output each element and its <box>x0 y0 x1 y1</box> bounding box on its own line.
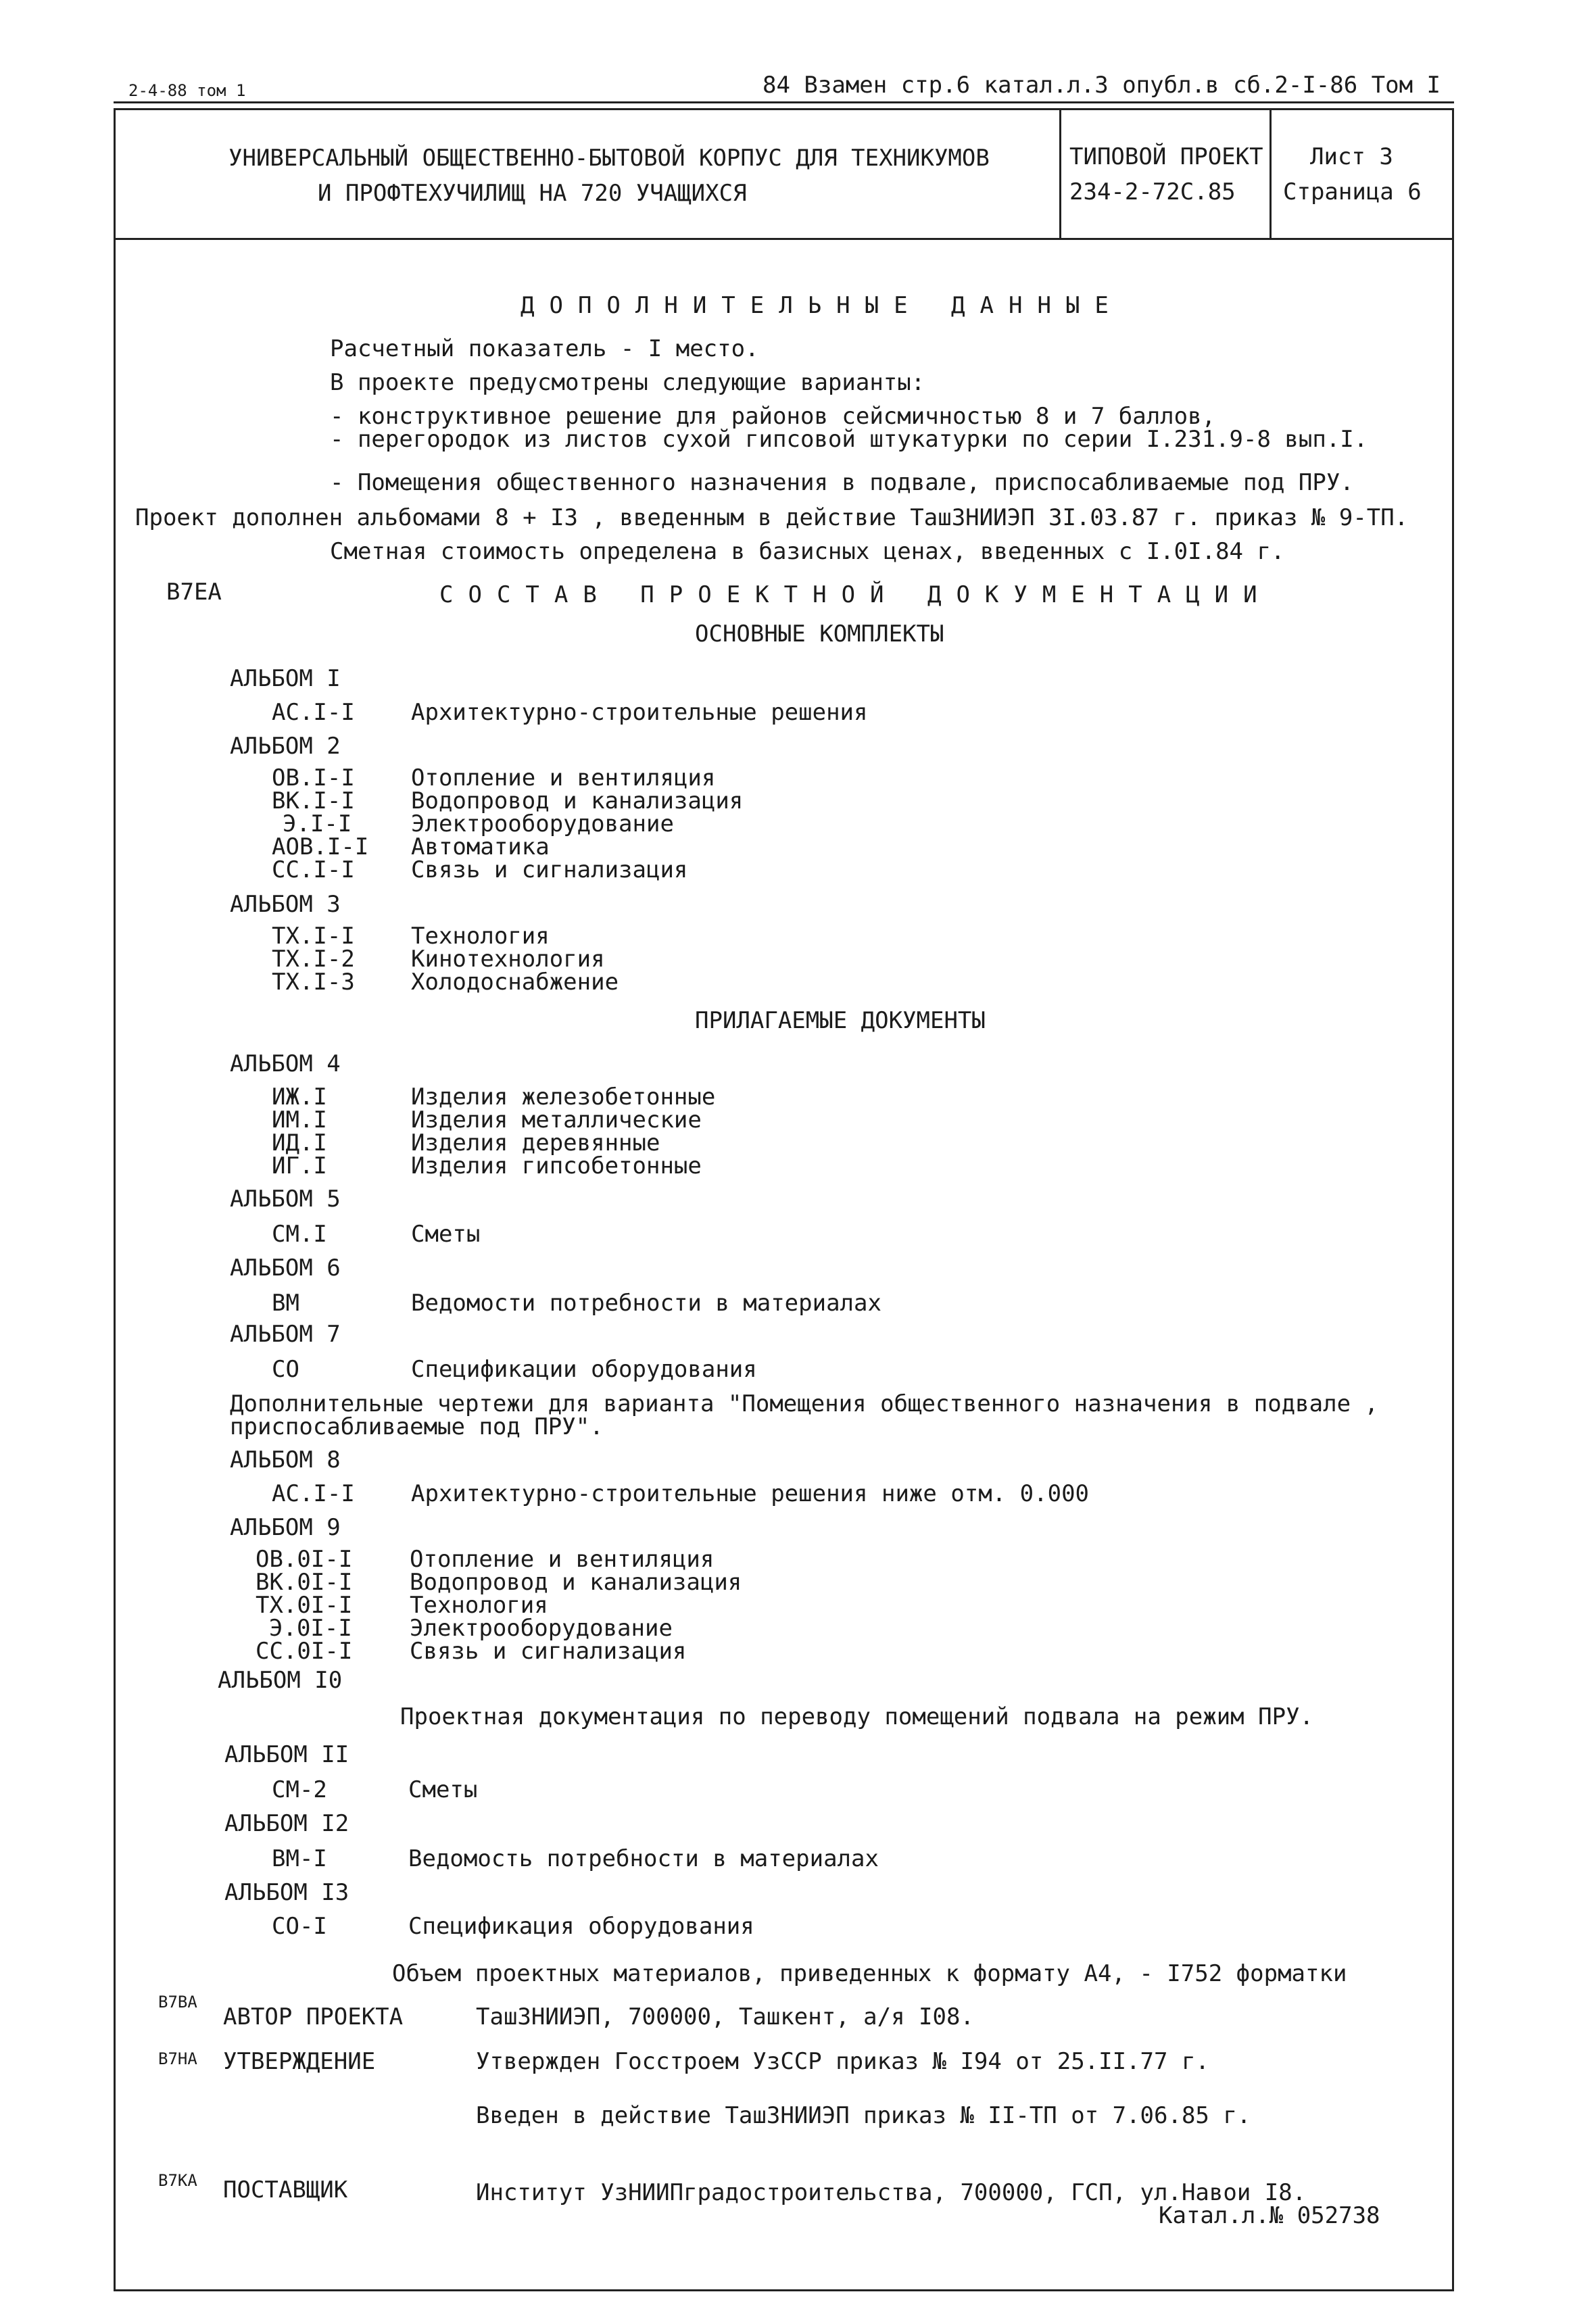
extra-drawings-line-1: Дополнительные чертежи для варианта "Помещения общественного назначения в подвале , <box>230 1390 1378 1417</box>
album-13-name: Спецификация оборудования <box>408 1913 754 1940</box>
album-6-code: ВМ <box>272 1290 299 1317</box>
album-9-code-5: СС.0I-I <box>256 1638 353 1665</box>
album-3-name-2: Кинотехнология <box>411 946 605 973</box>
album-4-name-3: Изделия деревянные <box>411 1129 660 1156</box>
album-13-code: СО-I <box>272 1913 327 1940</box>
album-12-code: ВМ-I <box>272 1845 327 1872</box>
album-12-name: Ведомость потребности в материалах <box>408 1845 879 1872</box>
page-number: Страница 6 <box>1283 178 1422 205</box>
album-5-code: СМ.I <box>272 1221 327 1248</box>
album-9-code-4: Э.0I-I <box>269 1615 352 1642</box>
catalog-number: Катал.л.№ 052738 <box>1159 2202 1380 2229</box>
album-9-title: АЛЬБОМ 9 <box>230 1514 341 1541</box>
album-4-name-2: Изделия металлические <box>411 1106 702 1134</box>
header-vline-2 <box>1269 108 1272 238</box>
album-9-code-1: ОВ.0I-I <box>256 1546 353 1573</box>
album-2-name-3: Электрооборудование <box>411 810 674 837</box>
album-2-code-3: Э.I-I <box>283 810 352 837</box>
album-6-name: Ведомости потребности в материалах <box>411 1290 881 1317</box>
album-4-name-1: Изделия железобетонные <box>411 1083 716 1111</box>
introduction-value: Введен в действие ТашЗНИИЭП приказ № II-ТП от 7.06.85 г. <box>476 2102 1251 2129</box>
album-3-name-3: Холодоснабжение <box>411 969 619 996</box>
album-2-code-5: СС.I-I <box>272 856 355 883</box>
author-code: В7ВА <box>158 1993 197 2012</box>
top-rule <box>114 101 1454 103</box>
attached-docs-heading: ПРИЛАГАЕМЫЕ ДОКУМЕНТЫ <box>695 1007 986 1034</box>
album-1-title: АЛЬБОМ I <box>230 665 341 692</box>
album-4-title: АЛЬБОМ 4 <box>230 1050 341 1077</box>
album-11-title: АЛЬБОМ II <box>224 1741 349 1768</box>
additional-line-7: Сметная стоимость определена в базисных ценах, введенных с I.0I.84 г. <box>330 538 1285 565</box>
album-2-name-1: Отопление и вентиляция <box>411 764 716 791</box>
additional-line-5: - Помещения общественного назначения в подвале, приспосабливаемые под ПРУ. <box>330 469 1354 496</box>
author-label: АВТОР ПРОЕКТА <box>223 2003 404 2030</box>
project-label: ТИПОВОЙ ПРОЕКТ <box>1069 143 1263 170</box>
composition-heading: СОСТАВ ПРОЕКТНОЙ ДОКУМЕНТАЦИИ <box>439 581 1272 608</box>
album-9-name-5: Связь и сигнализация <box>410 1638 687 1665</box>
additional-line-6: Проект дополнен альбомами 8 + I3 , введенным в действие ТашЗНИИЭП 3I.03.87 г. приказ № 9-ТП. <box>135 504 1409 531</box>
header-divider <box>114 238 1454 240</box>
album-8-title: АЛЬБОМ 8 <box>230 1446 341 1473</box>
album-2-name-5: Связь и сигнализация <box>411 856 688 883</box>
additional-line-1: Расчетный показатель - I место. <box>330 335 759 362</box>
album-4-code-1: ИЖ.I <box>272 1083 327 1111</box>
supplier-code: В7КА <box>158 2171 197 2190</box>
album-7-title: АЛЬБОМ 7 <box>230 1321 341 1348</box>
album-1-code: АС.I-I <box>272 699 355 726</box>
album-7-name: Спецификации оборудования <box>411 1356 757 1383</box>
composition-code: В7ЕА <box>166 579 222 606</box>
project-title-line2: И ПРОФТЕХУЧИЛИЩ НА 720 УЧАЩИХСЯ <box>318 180 747 207</box>
album-2-code-1: ОВ.I-I <box>272 764 355 791</box>
album-2-title: АЛЬБОМ 2 <box>230 733 341 760</box>
approval-code: В7НА <box>158 2049 197 2068</box>
approval-value: Утвержден Госстроем УзССР приказ № I94 от 25.II.77 г. <box>476 2048 1209 2075</box>
album-9-name-2: Водопровод и канализация <box>410 1569 742 1596</box>
album-3-code-3: ТХ.I-3 <box>272 969 355 996</box>
additional-line-2: В проекте предусмотрены следующие варианты: <box>330 369 925 396</box>
project-number: 234-2-72С.85 <box>1069 178 1236 205</box>
album-3-code-2: ТХ.I-2 <box>272 946 355 973</box>
album-13-title: АЛЬБОМ I3 <box>224 1879 349 1906</box>
album-11-code: СМ-2 <box>272 1776 327 1803</box>
album-9-name-1: Отопление и вентиляция <box>410 1546 715 1573</box>
album-3-name-1: Технология <box>411 923 550 950</box>
volume-line: Объем проектных материалов, приведенных к формату А4, - I752 форматки <box>392 1960 1347 1987</box>
additional-line-3: - конструктивное решение для районов сейсмичностью 8 и 7 баллов, <box>330 403 1216 430</box>
album-2-name-2: Водопровод и канализация <box>411 787 744 814</box>
album-4-code-2: ИМ.I <box>272 1106 327 1134</box>
album-4-code-3: ИД.I <box>272 1129 327 1156</box>
album-9-name-3: Технология <box>410 1592 548 1619</box>
album-10-title: АЛЬБОМ I0 <box>218 1667 343 1694</box>
album-2-code-4: АОВ.I-I <box>272 833 369 860</box>
main-sets-heading: ОСНОВНЫЕ КОМПЛЕКТЫ <box>695 620 944 648</box>
header-vline-1 <box>1059 108 1061 238</box>
approval-label: УТВЕРЖДЕНИЕ <box>223 2048 376 2075</box>
supplier-label: ПОСТАВЩИК <box>223 2176 348 2203</box>
replacement-note: 84 Взамен стр.6 катал.л.3 опубл.в сб.2-I-86 Том I <box>763 72 1441 99</box>
album-2-code-2: ВК.I-I <box>272 787 355 814</box>
album-7-code: СО <box>272 1356 299 1383</box>
author-value: ТашЗНИИЭП, 700000, Ташкент, а/я I08. <box>476 2003 974 2030</box>
project-title-line1: УНИВЕРСАЛЬНЫЙ ОБЩЕСТВЕННО-БЫТОВОЙ КОРПУС ДЛЯ ТЕХНИКУМОВ <box>228 145 990 172</box>
album-4-name-4: Изделия гипсобетонные <box>411 1152 702 1179</box>
volume-tag: 2-4-88 том 1 <box>128 81 246 100</box>
additional-line-4: - перегородок из листов сухой гипсовой штукатурки по серии I.231.9-8 вып.I. <box>330 426 1368 453</box>
album-9-code-3: ТХ.0I-I <box>256 1592 353 1619</box>
album-10-text: Проектная документация по переводу помещений подвала на режим ПРУ. <box>400 1703 1314 1730</box>
supplier-value: Институт УзНИИПградостроительства, 700000, ГСП, ул.Навои I8. <box>476 2179 1307 2206</box>
album-4-code-4: ИГ.I <box>272 1152 327 1179</box>
album-9-code-2: ВК.0I-I <box>256 1569 353 1596</box>
extra-drawings-line-2: приспосабливаемые под ПРУ". <box>230 1413 604 1440</box>
album-8-name: Архитектурно-строительные решения ниже отм. 0.000 <box>411 1480 1090 1507</box>
album-11-name: Сметы <box>408 1776 478 1803</box>
album-1-name: Архитектурно-строительные решения <box>411 699 868 726</box>
album-5-title: АЛЬБОМ 5 <box>230 1186 341 1213</box>
album-3-code-1: ТХ.I-I <box>272 923 355 950</box>
album-9-name-4: Электрооборудование <box>410 1615 673 1642</box>
album-3-title: АЛЬБОМ 3 <box>230 891 341 918</box>
album-8-code: АС.I-I <box>272 1480 355 1507</box>
additional-heading: ДОПОЛНИТЕЛЬНЫЕ ДАННЫЕ <box>521 292 1123 319</box>
sheet-number: Лист 3 <box>1310 143 1393 170</box>
album-2-name-4: Автоматика <box>411 833 550 860</box>
album-12-title: АЛЬБОМ I2 <box>224 1810 349 1837</box>
album-6-title: АЛЬБОМ 6 <box>230 1254 341 1282</box>
album-5-name: Сметы <box>411 1221 481 1248</box>
